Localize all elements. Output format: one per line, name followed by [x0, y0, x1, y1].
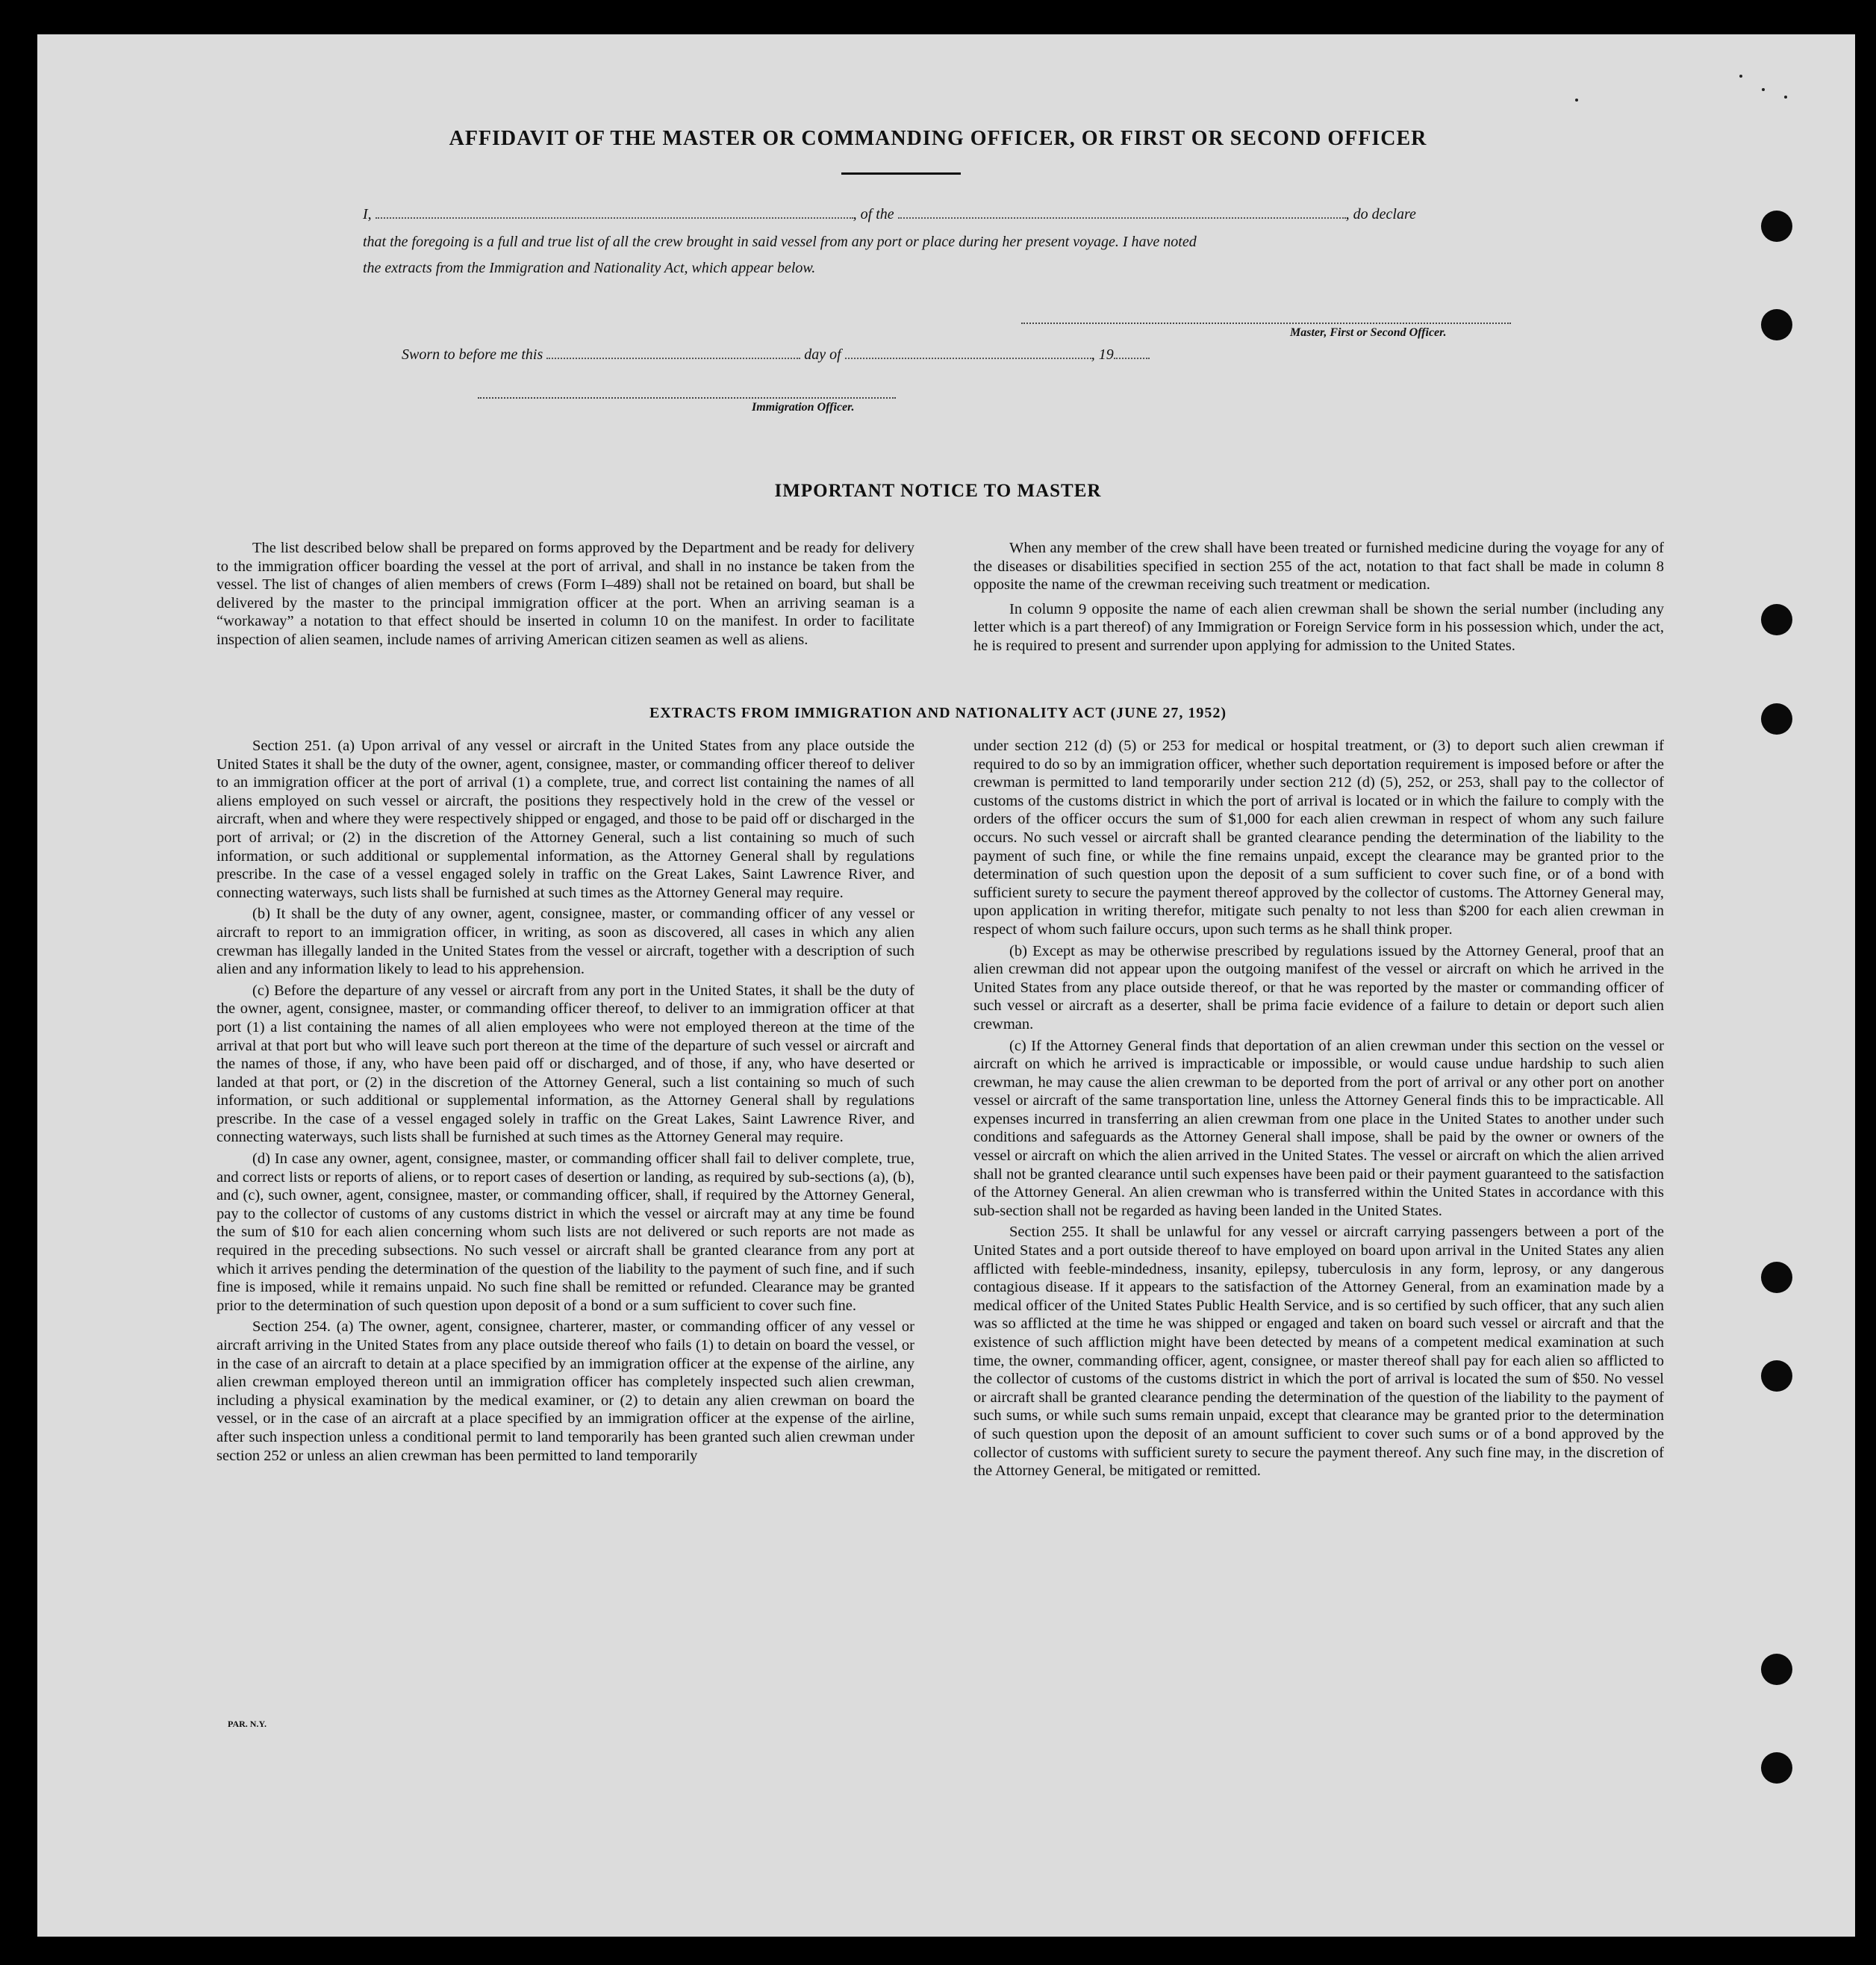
- section-251-c: (c) Before the departure of any vessel or aircraft from any port in the United States, it shall be the duty of the owner, agent, consignee, master, or commanding officer thereof, to deliver to an immigration officer at that port (1) a list containing the names of all alien employees who were not employed thereon at the time of the arrival at that port but who will leave such port thereon at the time of the departure of such vessel or aircraft and the names of those, if any, who have been paid off or discharged, and of those, if any, who have deserted or landed at that port, or (2) in the discretion of the Attorney General, such a list containing so much of such information, or such additional or supplemental information, as the Attorney General shall by regulations prescribe. In the case of a vessel engaged solely in traffic on the Great Lakes, Saint Lawrence River, and connecting waterways, such lists shall be furnished at such times as the Attorney General may require.: [216, 982, 914, 1146]
- declaration-of-the: , of the: [853, 206, 894, 222]
- notice-title: IMPORTANT NOTICE TO MASTER: [774, 481, 1102, 501]
- notice-right-paragraph-1: When any member of the crew shall have been treated or furnished medicine during the voyage for any of the diseases or disabilities specified in section 255 of the act, notation to that fact shall be made in column 8 opposite the name of the crewman receiving such treatment or medication.: [973, 540, 1664, 594]
- section-254-b: (b) Except as may be otherwise prescribed by regulations issued by the Attorney General, proof that an alien crewman did not appear upon the outgoing manifest of the vessel or aircraft on which he arrived in the United States from any place outside thereof, or that he was reported by the master or commanding officer of such vessel or aircraft as a deserter, shall be prima facie evidence of a failure to detain or deport such alien crewman.: [973, 942, 1664, 1033]
- declaration-text-2: that the foregoing is a full and true list of all the crew brought in said vessel from any port or place during her present voyage. I have noted: [363, 234, 1197, 250]
- section-254-a: Section 254. (a) The owner, agent, consignee, charterer, master, or commanding officer of any vessel or aircraft arriving in the United States from any place outside thereof who fails (1) to detain on board the vessel, or in the case of an aircraft to detain at a place specified by an immigration officer at the expense of the airline, any alien crewman employed thereon until an immigration officer has completely inspected such alien crewman, including a physical examination by the medical examiner, or (2) to detain any alien crewman on board the vessel, or in the case of an aircraft at a place specified by an immigration officer at the expense of the airline, after such inspection unless a conditional permit to land temporarily has been granted such alien crewman under section 252 or unless an alien crewman has been permitted to land temporarily: [216, 1318, 914, 1464]
- section-254-a-continued: under section 212 (d) (5) or 253 for medical or hospital treatment, or (3) to deport such alien crewman if required to do so by an immigration officer, whether such deportation requirement is imposed before or after the crewman is permitted to land temporarily under section 212 (d) (5), 252, or 253, shall pay to the collector of customs of the customs district in which the port of arrival is located or in which the failure to comply with the orders of the officer occurs the sum of $1,000 for each alien crewman in respect of whom any such failure occurs. No such vessel or aircraft shall be granted clearance pending the determination of the liability to the payment of such fine, or while the fine remains unpaid, except the clearance may be granted prior to the determination of such question upon the deposit of a sum sufficient to cover such fine, or of a bond with sufficient surety to secure the payment thereof approved by the collector of customs. The Attorney General may, upon application in writing therefor, mitigate such penalty to not less than $200 for each alien crewman in respect of whom such failure occurs, upon such terms as he shall think proper.: [973, 738, 1664, 938]
- punch-hole: [1761, 1654, 1792, 1685]
- punch-hole: [1761, 1262, 1792, 1293]
- declaration-line: [363, 206, 1512, 223]
- master-signature-line[interactable]: [1021, 323, 1511, 324]
- declaration-text-3: the extracts from the Immigration and Nationality Act, which appear below.: [363, 260, 816, 276]
- section-255: Section 255. It shall be unlawful for any vessel or aircraft carrying passengers between a port of the United States and a port outside thereof to have employed on board upon arrival in the United States any alien afflicted with feeble-mindedness, insanity, epilepsy, tuberculosis in any form, leprosy, or any dangerous contagious disease. If it appears to the satisfaction of the Attorney General, from an examination made by a medical officer of the United States Public Health Service, and is so certified by such officer, that any such alien was so afflicted at the time he was shipped or engaged and taken on board such vessel or aircraft and that the existence of such affliction might have been detected by means of a competent medical examination at such time, the owner, commanding officer, agent, consignee, or master thereof shall pay for each alien so afflicted to the collector of customs of the customs district in which the port of arrival is located the sum of $50. No vessel or aircraft shall be granted clearance pending the determination of the question of the liability to the payment of such sums, or while such sums remain unpaid, except that clearance may be granted prior to the determination of such question upon the deposit of an amount sufficient to cover such sums or of a bond approved by the collector of customs with sufficient surety to secure the payment thereof. Any such fine may, in the discretion of the Attorney General, be mitigated or remitted.: [973, 1224, 1664, 1480]
- speck: [1784, 96, 1787, 99]
- speck: [1575, 99, 1578, 102]
- affidavit-title: AFFIDAVIT OF THE MASTER OR COMMANDING OFFICER, OR FIRST OR SECOND OFFICER: [449, 127, 1427, 150]
- speck: [1762, 88, 1765, 91]
- vessel-field[interactable]: [898, 217, 1346, 219]
- title-rule: [841, 172, 961, 175]
- sworn-line: [402, 346, 1297, 364]
- punch-hole: [1761, 1752, 1792, 1784]
- year-text: , 19: [1091, 346, 1114, 363]
- punch-hole: [1761, 604, 1792, 635]
- speck: [1739, 75, 1742, 78]
- extracts-title: EXTRACTS FROM IMMIGRATION AND NATIONALITY ACT (JUNE 27, 1952): [649, 705, 1227, 721]
- day-of-text: day of: [804, 346, 841, 363]
- name-field[interactable]: [375, 217, 853, 219]
- notice-right-column: [973, 539, 1664, 655]
- declaration-declare: , do declare: [1345, 206, 1416, 222]
- printer-mark: PAR. N.Y.: [228, 1719, 267, 1729]
- notice-left-paragraph: The list described below shall be prepared on forms approved by the Department and be ready for delivery to the immigration officer boarding the vessel at the port of arrival, and shall in no instance be taken from the vessel. The list of changes of alien members of crews (Form I–489) shall not be retained on board, but shall be delivered by the master to the principal immigration officer at the port. When an arriving seaman is a “workaway” a notation to that effect should be inserted in column 10 on the manifest. In order to facilitate inspection of alien seamen, include names of arriving American citizen seamen as well as aliens.: [216, 540, 914, 648]
- year-field[interactable]: [1114, 358, 1150, 359]
- punch-hole: [1761, 309, 1792, 340]
- extracts-right-column: [973, 737, 1664, 1480]
- immigration-officer-caption: Immigration Officer.: [752, 401, 855, 414]
- master-caption: Master, First or Second Officer.: [1290, 326, 1447, 339]
- declaration-i: I,: [363, 206, 372, 222]
- section-251-d: (d) In case any owner, agent, consignee, master, or commanding officer shall fail to deliver complete, true, and correct lists or reports of aliens, or to report cases of desertion or landing, as required by sub-sections (a), (b), and (c), such owner, agent, consignee, master, or commanding officer, shall, if required by the Attorney General, pay to the collector of customs of any customs district in which the vessel or aircraft may at any time be found the sum of $10 for each alien concerning whom such lists are not delivered or such reports are not made as required in the preceding subsections. No such vessel or aircraft shall be granted clearance from any port at which it arrives pending the determination of the question of the liability to the payment of such fine, and if such fine is imposed, while it remains unpaid. No such fine shall be remitted or refunded. Clearance may be granted prior to the determination of such question upon deposit of a bond or a sum sufficient to cover such fine.: [216, 1150, 914, 1314]
- sworn-text: Sworn to before me this: [402, 346, 543, 363]
- extracts-left-column: [216, 737, 914, 1465]
- punch-hole: [1761, 211, 1792, 242]
- section-254-c: (c) If the Attorney General finds that deportation of an alien crewman under this section on the vessel or aircraft on which he arrived is impracticable or impossible, or would cause undue hardship to such alien crewman, he may cause the alien crewman to be deported from the port of arrival or any other port on another vessel or aircraft of the same transportation line, unless the Attorney General finds this to be impracticable. All expenses incurred in transferring an alien crewman from one place in the United States to another under such conditions and safeguards as the Attorney General shall impose, shall be paid by the owner or owners of the vessel or aircraft on which the alien arrived in the United States. The vessel or aircraft on which the alien arrived shall not be granted clearance until such expenses have been paid or their payment guaranteed to the satisfaction of the Attorney General. An alien crewman who is transferred within the United States in accordance with this sub-section shall not be regarded as having been landed in the United States.: [973, 1037, 1664, 1219]
- section-251-b: (b) It shall be the duty of any owner, agent, consignee, master, or commanding officer of any vessel or aircraft to report to an immigration officer, in writing, as soon as discovered, all cases in which any alien crewman has illegally landed in the United States from the vessel or aircraft, together with a description of such alien and any information likely to lead to his apprehension.: [216, 906, 914, 978]
- immigration-officer-signature-line[interactable]: [478, 397, 896, 399]
- punch-hole: [1761, 1360, 1792, 1392]
- notice-right-paragraph-2: In column 9 opposite the name of each alien crewman shall be shown the serial number (including any letter which is a part thereof) of any Immigration or Foreign Service form in his possession which, under the act, he is required to present and surrender upon applying for admission to the United States.: [973, 600, 1664, 654]
- month-field[interactable]: [845, 358, 1091, 359]
- section-251-a: Section 251. (a) Upon arrival of any vessel or aircraft in the United States from any place outside the United States it shall be the duty of the owner, agent, consignee, master, or commanding officer thereof to deliver to an immigration officer at the port of arrival (1) a complete, true, and correct list containing the names of all aliens employed on such vessel or aircraft, the positions they respectively hold in the crew of the vessel or aircraft, when and where they were respectively shipped or engaged, and those to be paid off or discharged in the port of arrival; or (2) in the discretion of the Attorney General, such a list containing so much of such information, or such additional or supplemental information, as the Attorney General shall by regulations prescribe. In the case of a vessel engaged solely in traffic on the Great Lakes, Saint Lawrence River, and connecting waterways, such lists shall be furnished at such times as the Attorney General may require.: [216, 738, 914, 901]
- notice-left-column: [216, 539, 914, 650]
- day-field[interactable]: [546, 358, 800, 359]
